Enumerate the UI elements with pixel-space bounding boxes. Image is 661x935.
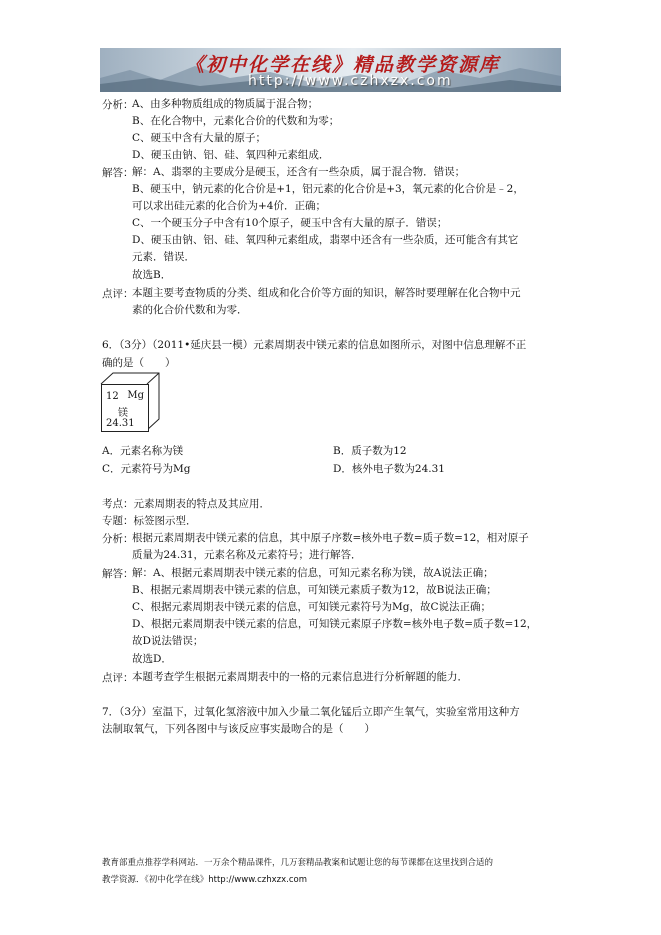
- element-name: 镁: [118, 408, 128, 419]
- element-cell-magnesium: [101, 384, 149, 432]
- q6-kaodian: 考点：元素周期表的特点及其应用．: [102, 498, 270, 510]
- q6-analysis-label: 分析：: [102, 533, 134, 545]
- q6-option-c: C．元素符号为Mg: [102, 463, 191, 475]
- banner-url[interactable]: http://www.czhxzx.com: [248, 73, 453, 89]
- footer-line: 教学资源．《初中化学在线》http://www.czhxzx.com: [102, 875, 307, 885]
- q6-solution-line: C、根据元素周期表中镁元素的信息，可知镁元素符号为Mg，故C说法正确；: [132, 601, 492, 613]
- q6-option-d: D．核外电子数为24.31: [333, 463, 445, 475]
- q6-option-a: A．元素名称为镁: [102, 445, 184, 457]
- q5-analysis-line: D、硬玉由钠、铝、硅、氧四种元素组成．: [132, 149, 330, 161]
- q5-solution-line: D、硬玉由钠、铝、硅、氧四种元素组成，翡翠中还含有一些杂质，还可能含有其它: [132, 234, 519, 246]
- q6-analysis-line: 质量为24.31，元素名称及元素符号；进行解答．: [132, 549, 362, 561]
- q5-analysis-line: C、硬玉中含有大量的原子；: [132, 132, 267, 144]
- q5-analysis-line: B、在化合物中，元素化合价的代数和为零；: [132, 115, 340, 127]
- q6-zhuanti: 专题：标签图示型．: [102, 515, 197, 527]
- q7-stem-line: 法制取氧气，下列各图中与该反应事实最吻合的是（ ）: [102, 723, 375, 735]
- element-atomic-mass: 24.31: [106, 418, 135, 429]
- q6-solution-line: B、根据元素周期表中镁元素的信息，可知镁元素质子数为12，故B说法正确；: [132, 584, 497, 596]
- q6-solution-line: D、根据元素周期表中镁元素的信息，可知镁元素原子序数=核外电子数=质子数=12，: [132, 618, 538, 630]
- q6-solution-line: 故选D．: [132, 653, 172, 665]
- q5-analysis-line: A、由多种物质组成的物质属于混合物；: [132, 98, 319, 110]
- q6-solution-label: 解答：: [102, 568, 134, 580]
- element-atomic-number: 12: [106, 391, 119, 402]
- element-symbol: Mg: [127, 390, 144, 401]
- q5-solution-line: 元素．错误．: [132, 251, 195, 263]
- q6-option-b: B．质子数为12: [333, 445, 407, 457]
- q6-analysis-line: 根据元素周期表中镁元素的信息，其中原子序数=核外电子数=质子数=12，相对原子: [132, 532, 529, 544]
- header-banner: [100, 48, 561, 92]
- q6-stem-line: 确的是（ ）: [102, 357, 176, 369]
- footer-line: 教育部重点推荐学科网站．一万余个精品课件，几万套精品教案和试题让您的每节课都在这里找到合适的: [102, 858, 494, 868]
- q6-solution-line: 故D说法错误；: [132, 635, 204, 647]
- q5-solution-line: 可以求出硅元素的化合价为+4价．正确；: [132, 200, 326, 212]
- q5-solution-line: 故选B．: [132, 269, 172, 281]
- q5-solution-line: B、硬玉中，钠元素的化合价是+1，铝元素的化合价是+3，氧元素的化合价是﹣2，: [132, 183, 524, 195]
- q7-stem-line: 7．（3分）室温下，过氧化氢溶液中加入少量二氧化锰后立即产生氧气，实验室常用这种方: [102, 706, 520, 718]
- q6-comment-label: 点评：: [102, 672, 134, 684]
- q6-comment-text: 本题考查学生根据元素周期表中的一格的元素信息进行分析解题的能力．: [132, 671, 468, 683]
- q5-analysis-label: 分析：: [102, 99, 134, 111]
- q5-comment-line: 本题主要考查物质的分类、组成和化合价等方面的知识，解答时要理解在化合物中元: [132, 287, 521, 299]
- q6-stem-line: 6．（3分）（2011•延庆县一模）元素周期表中镁元素的信息如图所示，对图中信息理解不正: [102, 339, 527, 351]
- q5-solution-line: C、一个硬玉分子中含有10个原子，硬玉中含有大量的原子．错误；: [132, 217, 448, 229]
- q5-solution-line: 解：A、翡翠的主要成分是硬玉，还含有一些杂质，属于混合物．错误；: [132, 166, 466, 178]
- q6-solution-line: 解：A、根据元素周期表中镁元素的信息，可知元素名称为镁，故A说法正确；: [132, 567, 494, 579]
- q5-solution-label: 解答：: [102, 167, 134, 179]
- banner-title: 《初中化学在线》精品教学资源库: [185, 54, 501, 76]
- q5-comment-line: 素的化合价代数和为零．: [132, 304, 248, 316]
- q5-comment-label: 点评：: [102, 288, 134, 300]
